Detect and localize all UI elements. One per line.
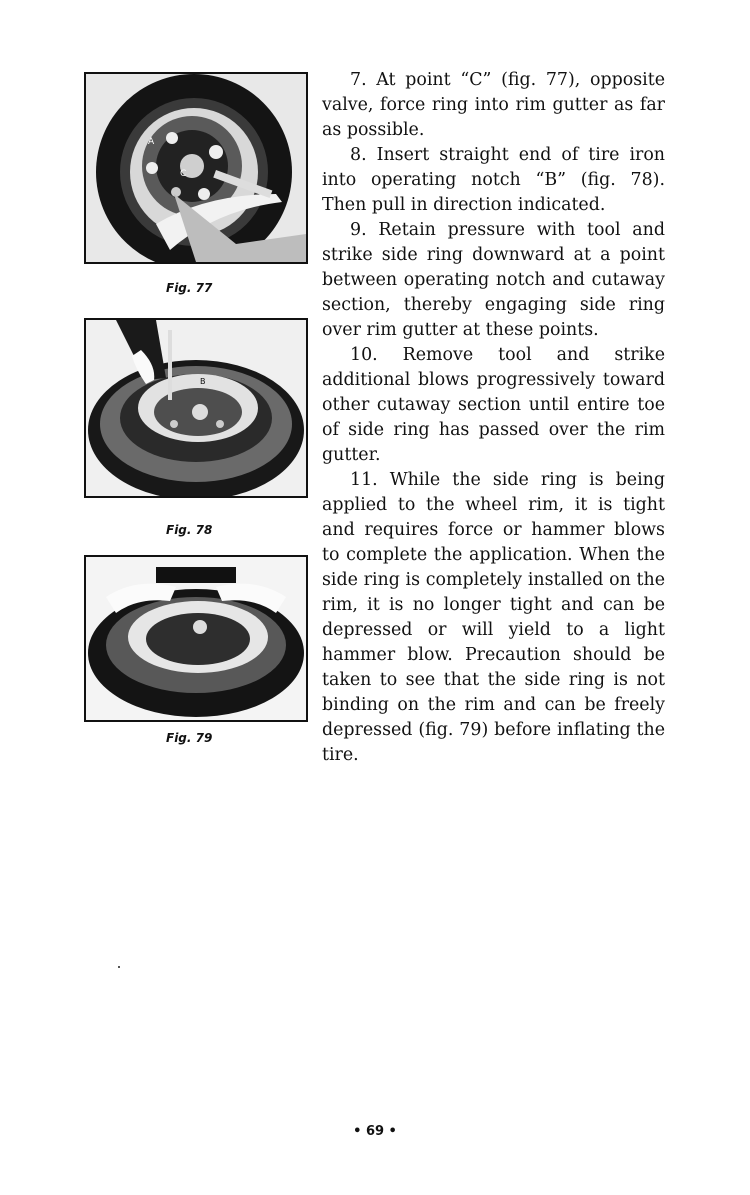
- figure-78-caption: Fig. 78: [166, 523, 213, 537]
- paragraph-step-8: 8. Insert straight end of tire iron into operating notch “B” (fig. 78). Then pull in direction indicated.: [322, 145, 665, 215]
- stray-mark: [118, 966, 120, 968]
- tire-rim-photo-78: [86, 320, 306, 496]
- tire-rim-photo-77: [86, 74, 306, 262]
- figure-77-photo: [84, 72, 308, 264]
- label-a: A: [148, 137, 155, 147]
- page-number: • 69 •: [353, 1124, 397, 1139]
- paragraph-step-7: 7. At point “C” (fig. 77), opposite valve, force ring into rim gutter as far as possible.: [322, 70, 665, 140]
- figure-79-caption: Fig. 79: [166, 731, 213, 745]
- instruction-text: [322, 68, 665, 768]
- figure-78-photo: [84, 318, 308, 498]
- label-b: B: [200, 377, 206, 386]
- tire-rim-photo-79: [86, 557, 306, 720]
- label-c: C: [180, 169, 187, 179]
- paragraph-step-11: 11. While the side ring is being applied to the wheel rim, it is tight and requires force or hammer blows to complete the application. When the side ring is completely installed on the rim, it is no longer tight and can be depressed or will yield to a light hammer blow. Precaution should be taken to see that the side ring is not binding on the rim and can be freely depressed (fig. 79) before inflating the tire.: [322, 470, 665, 765]
- figure-77-caption: Fig. 77: [166, 281, 213, 295]
- paragraph-step-9: 9. Retain pressure with tool and strike side ring downward at a point between operating notch and cutaway section, thereby engaging side ring over rim gutter at these points.: [322, 220, 665, 340]
- paragraph-step-10: 10. Remove tool and strike additional blows progressively toward other cutaway section until entire toe of side ring has passed over the rim gutter.: [322, 345, 665, 465]
- figure-79-photo: [84, 555, 308, 722]
